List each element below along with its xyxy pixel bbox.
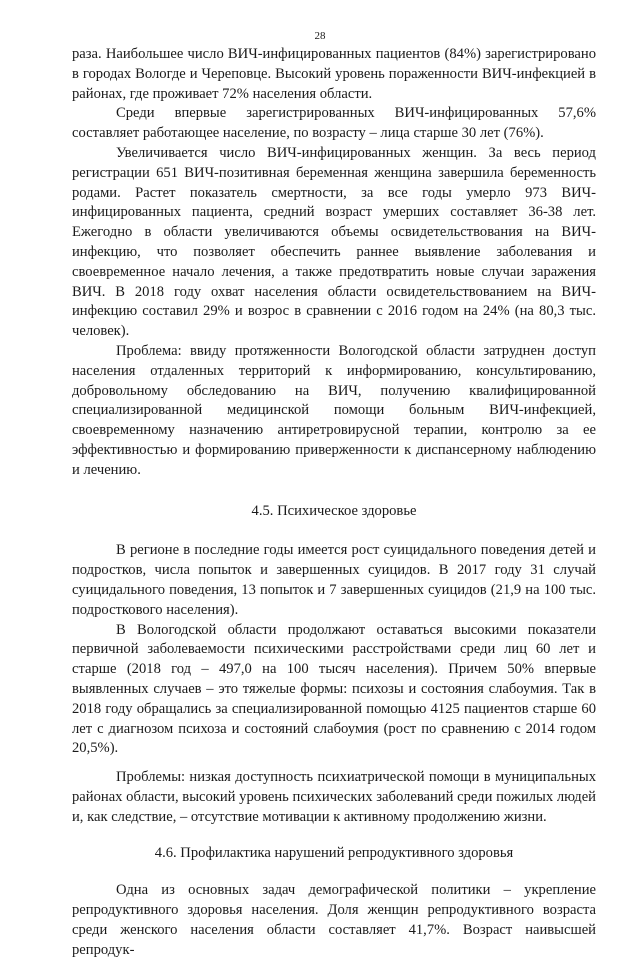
paragraph-suicidal-behavior: В регионе в последние годы имеется рост суицидального поведения детей и подростков, числа попыток и завершенных суицидов. В 2017 году 31 случай суицидального поведения, 13 попыток и 7 завершенных суицидов (21,9 на 100 тыс. подросткового населения).: [72, 542, 596, 618]
paragraph-hiv-distribution: раза. Наибольшее число ВИЧ-инфицированных пациентов (84%) зарегистрировано в городах Вологде и Череповце. Высокий уровень пораженности ВИЧ-инфекцией в районах, где проживает 72% населения области.: [72, 46, 596, 102]
section-heading-reproductive-health: 4.6. Профилактика нарушений репродуктивного здоровья: [154, 845, 514, 862]
section-heading-mental-health: 4.5. Психическое здоровье: [251, 502, 417, 519]
page-number: 28: [314, 30, 326, 42]
paragraph-reproductive-health: Одна из основных задач демографической политики – укрепление репродуктивного здоровья населения. Доля женщин репродуктивного возраста среди женского населения области составляет 41,7%. Возраст наивысшей репродук-: [72, 882, 596, 958]
paragraph-elderly-mental-disorders: В Вологодской области продолжают оставаться высокими показатели первичной заболеваемости психическими расстройствами среди лиц 60 лет и старше (2018 год – 497,0 на 100 тысяч населения). Причем 50% впервые выявленных случаев – это тяжелые формы: психозы и состояния слабоумия. Так в 2018 году обращались за специализированной помощью 4125 пациентов старше 60 лет с диагнозом психоза и состояний слабоумия (рост по сравнению с 2014 годом 20,5%).: [72, 621, 596, 757]
paragraph-hiv-problem: Проблема: ввиду протяженности Вологодской области затруднен доступ населения отдаленных территорий к информированию, консультированию, добровольному обследованию на ВИЧ, получению квалифицированной специализированной медицинской помощи больным ВИЧ-инфекцией, своевременному назначению антиретровирусной терапии, контролю за ее эффективностью и формированию приверженности к диспансерному наблюдению и лечению.: [72, 342, 596, 478]
page-body: [72, 45, 596, 960]
paragraph-hiv-working-population: Среди впервые зарегистрированных ВИЧ-инфицированных 57,6% составляет работающее население, по возрасту – лица старше 30 лет (76%).: [72, 105, 596, 142]
paragraph-hiv-women: Увеличивается число ВИЧ-инфицированных женщин. За весь период регистрации 651 ВИЧ-позитивная беременная женщина завершила беременность родами. Растет показатель смертности, за все годы умерло 973 ВИЧ-инфицированных пациента, средний возраст умерших составляет 36-38 лет. Ежегодно в области увеличиваются объемы освидетельствования на ВИЧ-инфекцию, что позволяет обеспечить раннее выявление заболевания и своевременное начало лечения, а также предотвратить новые случаи заражения ВИЧ. В 2018 году охват населения области освидетельствованием на ВИЧ-инфекцию составил 29% и возрос в сравнении с 2016 годом на 24% (на 80,3 тыс. человек).: [72, 144, 596, 340]
paragraph-mental-health-problems: Проблемы: низкая доступность психиатрической помощи в муниципальных районах области, высокий уровень психических заболеваний среди пожилых людей и, как следствие, – отсутствие мотивации к активному продолжению жизни.: [72, 769, 596, 825]
